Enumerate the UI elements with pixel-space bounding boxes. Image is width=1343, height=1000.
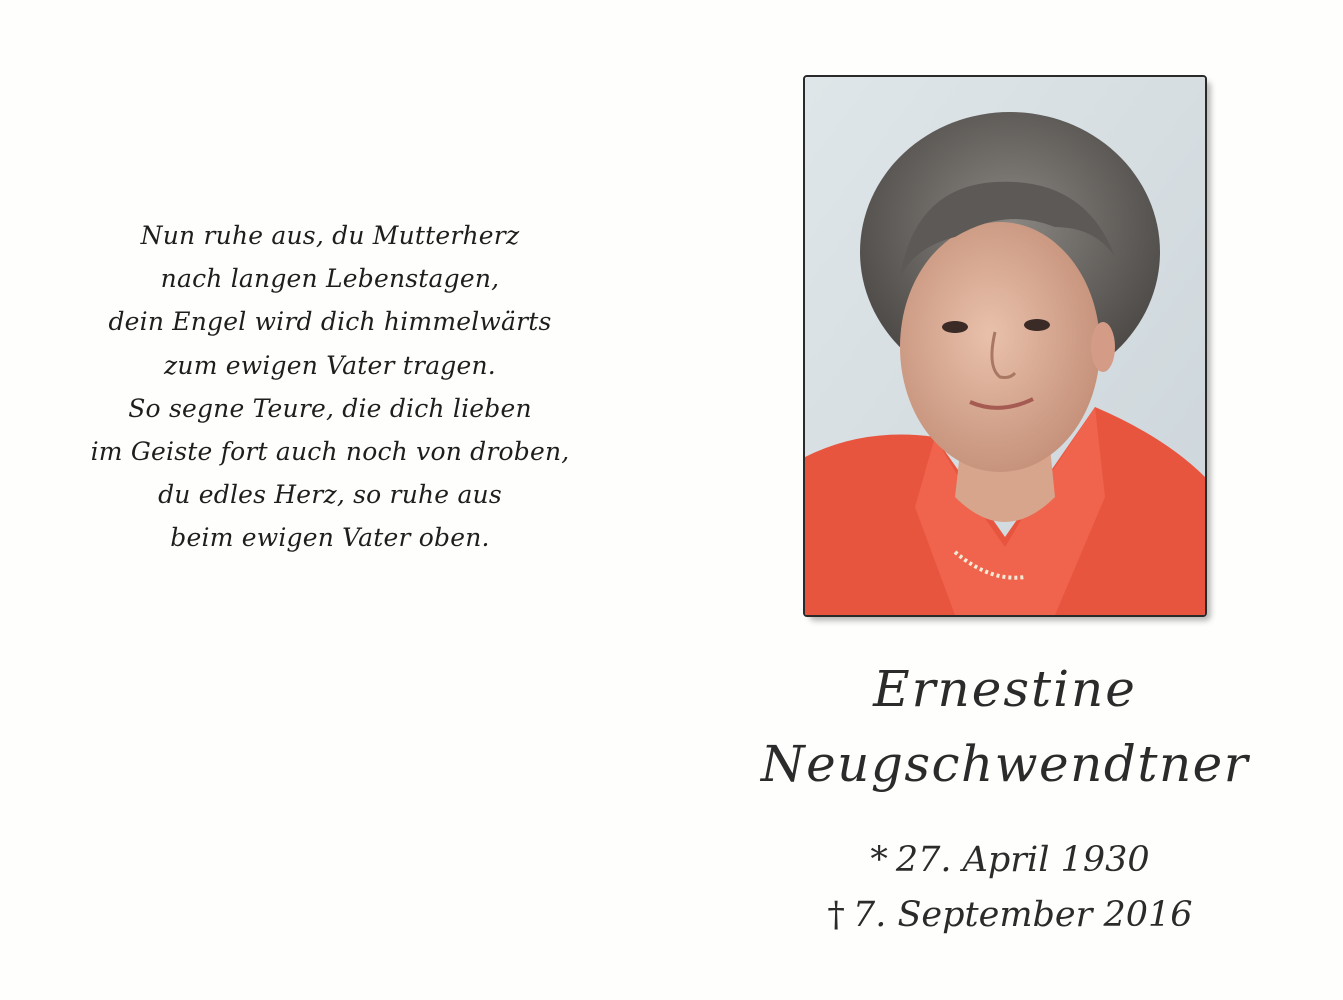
death-date-line — [780, 895, 1240, 935]
poem-line: du edles Herz, so ruhe aus — [158, 480, 502, 510]
last-name: Neugschwendtner — [760, 735, 1250, 793]
portrait-photo — [803, 75, 1207, 617]
death-cross-icon: † — [827, 895, 845, 935]
memorial-poem — [60, 214, 600, 560]
birth-star-icon: * — [870, 840, 888, 880]
poem-line: beim ewigen Vater oben. — [170, 523, 490, 553]
poem-line: dein Engel wird dich himmelwärts — [108, 307, 552, 337]
first-name: Ernestine — [873, 660, 1137, 718]
poem-line: So segne Teure, die dich lieben — [128, 393, 532, 423]
birth-date: 27. April 1930 — [895, 840, 1150, 880]
poem-line: Nun ruhe aus, du Mutterherz — [140, 221, 520, 250]
poem-line: nach langen Lebenstagen, — [160, 264, 500, 294]
birth-date-line — [780, 840, 1240, 880]
poem-line: zum ewigen Vater tragen. — [164, 350, 496, 380]
poem-line: im Geiste fort auch noch von droben, — [90, 437, 570, 467]
death-date: 7. September 2016 — [852, 895, 1193, 935]
portrait-illustration — [805, 77, 1205, 615]
